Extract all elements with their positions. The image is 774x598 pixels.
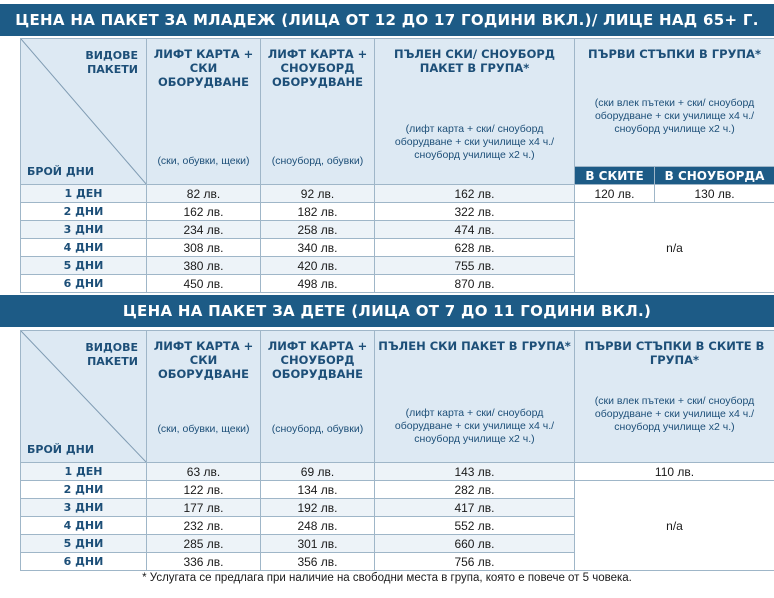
price-full-package: 755 лв.	[375, 257, 575, 275]
price-lift-snowboard: 134 лв.	[261, 481, 375, 499]
price-full-package: 756 лв.	[375, 553, 575, 571]
price-lift-ski: 285 лв.	[147, 535, 261, 553]
day-cell: 1 ДЕН	[21, 463, 147, 481]
packages-label: ВИДОВЕ ПАКЕТИ	[85, 49, 138, 76]
price-lift-snowboard: 258 лв.	[261, 221, 375, 239]
price-full-package: 322 лв.	[375, 203, 575, 221]
table-row	[21, 203, 774, 221]
sub-header-snowboard: В СНОУБОРДА	[655, 167, 774, 185]
price-lift-ski: 450 лв.	[147, 275, 261, 293]
day-cell: 5 ДНИ	[21, 535, 147, 553]
price-lift-ski: 308 лв.	[147, 239, 261, 257]
price-full-package: 282 лв.	[375, 481, 575, 499]
day-cell: 6 ДНИ	[21, 553, 147, 571]
price-lift-snowboard: 340 лв.	[261, 239, 375, 257]
youth-price-table	[20, 38, 774, 293]
price-lift-ski: 177 лв.	[147, 499, 261, 517]
day-cell: 5 ДНИ	[21, 257, 147, 275]
price-lift-ski: 63 лв.	[147, 463, 261, 481]
day-cell: 3 ДНИ	[21, 499, 147, 517]
price-lift-ski: 380 лв.	[147, 257, 261, 275]
price-lift-ski: 82 лв.	[147, 185, 261, 203]
col-lift-snowboard-header: ЛИФТ КАРТА + СНОУБОРД ОБОРУДВАНЕ (сноуборд, обувки)	[261, 39, 375, 185]
price-first-steps-ski: 110 лв.	[575, 463, 774, 481]
price-lift-snowboard: 356 лв.	[261, 553, 375, 571]
price-lift-snowboard: 301 лв.	[261, 535, 375, 553]
price-full-package: 552 лв.	[375, 517, 575, 535]
table-row	[21, 481, 774, 499]
packages-label: ВИДОВЕ ПАКЕТИ	[85, 341, 138, 368]
price-full-package: 474 лв.	[375, 221, 575, 239]
table-corner-header	[21, 39, 147, 185]
not-available-cell: n/a	[575, 481, 774, 571]
day-cell: 4 ДНИ	[21, 517, 147, 535]
price-lift-ski: 122 лв.	[147, 481, 261, 499]
price-lift-ski: 162 лв.	[147, 203, 261, 221]
day-cell: 3 ДНИ	[21, 221, 147, 239]
price-full-package: 143 лв.	[375, 463, 575, 481]
youth-price-banner: ЦЕНА НА ПАКЕТ ЗА МЛАДЕЖ (ЛИЦА ОТ 12 ДО 17 ГОДИНИ ВКЛ.)/ ЛИЦЕ НАД 65+ Г.	[0, 4, 774, 36]
price-full-package: 162 лв.	[375, 185, 575, 203]
day-cell: 2 ДНИ	[21, 203, 147, 221]
price-lift-ski: 234 лв.	[147, 221, 261, 239]
col-full-package-header: ПЪЛЕН СКИ/ СНОУБОРД ПАКЕТ В ГРУПА* (лифт карта + ски/ сноуборд оборудване + ски училище х4 ч./ сноуборд училище х2 ч.)	[375, 39, 575, 185]
col-lift-snowboard-header: ЛИФТ КАРТА + СНОУБОРД ОБОРУДВАНЕ (сноуборд, обувки)	[261, 331, 375, 463]
days-label: БРОЙ ДНИ	[27, 165, 95, 178]
table-row	[21, 185, 774, 203]
price-lift-snowboard: 420 лв.	[261, 257, 375, 275]
table-row	[21, 463, 774, 481]
day-cell: 4 ДНИ	[21, 239, 147, 257]
col-lift-ski-header: ЛИФТ КАРТА + СКИ ОБОРУДВАНЕ (ски, обувки, щеки)	[147, 39, 261, 185]
price-full-package: 417 лв.	[375, 499, 575, 517]
price-lift-snowboard: 248 лв.	[261, 517, 375, 535]
day-cell: 6 ДНИ	[21, 275, 147, 293]
days-label: БРОЙ ДНИ	[27, 443, 95, 456]
price-first-steps-snowboard: 130 лв.	[655, 185, 774, 203]
price-full-package: 628 лв.	[375, 239, 575, 257]
price-lift-snowboard: 92 лв.	[261, 185, 375, 203]
col-lift-ski-header: ЛИФТ КАРТА + СКИ ОБОРУДВАНЕ (ски, обувки, щеки)	[147, 331, 261, 463]
price-lift-snowboard: 69 лв.	[261, 463, 375, 481]
price-lift-ski: 336 лв.	[147, 553, 261, 571]
col-first-steps-header: ПЪРВИ СТЪПКИ В СКИТЕ В ГРУПА* (ски влек пътеки + ски/ сноуборд оборудване + ски училище х4 ч./ сноуборд училище х2 ч.)	[575, 331, 774, 463]
child-price-table	[20, 330, 774, 571]
day-cell: 2 ДНИ	[21, 481, 147, 499]
footnote: * Услугата се предлага при наличие на свободни места в група, която е повече от 5 човека.	[142, 572, 632, 584]
day-cell: 1 ДЕН	[21, 185, 147, 203]
price-full-package: 660 лв.	[375, 535, 575, 553]
price-lift-ski: 232 лв.	[147, 517, 261, 535]
col-first-steps-header: ПЪРВИ СТЪПКИ В ГРУПА* (ски влек пътеки + ски/ сноуборд оборудване + ски училище х4 ч./ сноуборд училище х2 ч.)	[575, 39, 774, 167]
not-available-cell: n/a	[575, 203, 774, 293]
price-lift-snowboard: 192 лв.	[261, 499, 375, 517]
price-lift-snowboard: 498 лв.	[261, 275, 375, 293]
table-corner-header	[21, 331, 147, 463]
price-first-steps-ski: 120 лв.	[575, 185, 655, 203]
sub-header-ski: В СКИТЕ	[575, 167, 655, 185]
child-price-banner: ЦЕНА НА ПАКЕТ ЗА ДЕТЕ (ЛИЦА ОТ 7 ДО 11 ГОДИНИ ВКЛ.)	[0, 295, 774, 327]
price-lift-snowboard: 182 лв.	[261, 203, 375, 221]
col-full-package-header: ПЪЛЕН СКИ ПАКЕТ В ГРУПА* (лифт карта + ски/ сноуборд оборудване + ски училище х4 ч./ сноуборд училище х2 ч.)	[375, 331, 575, 463]
price-full-package: 870 лв.	[375, 275, 575, 293]
